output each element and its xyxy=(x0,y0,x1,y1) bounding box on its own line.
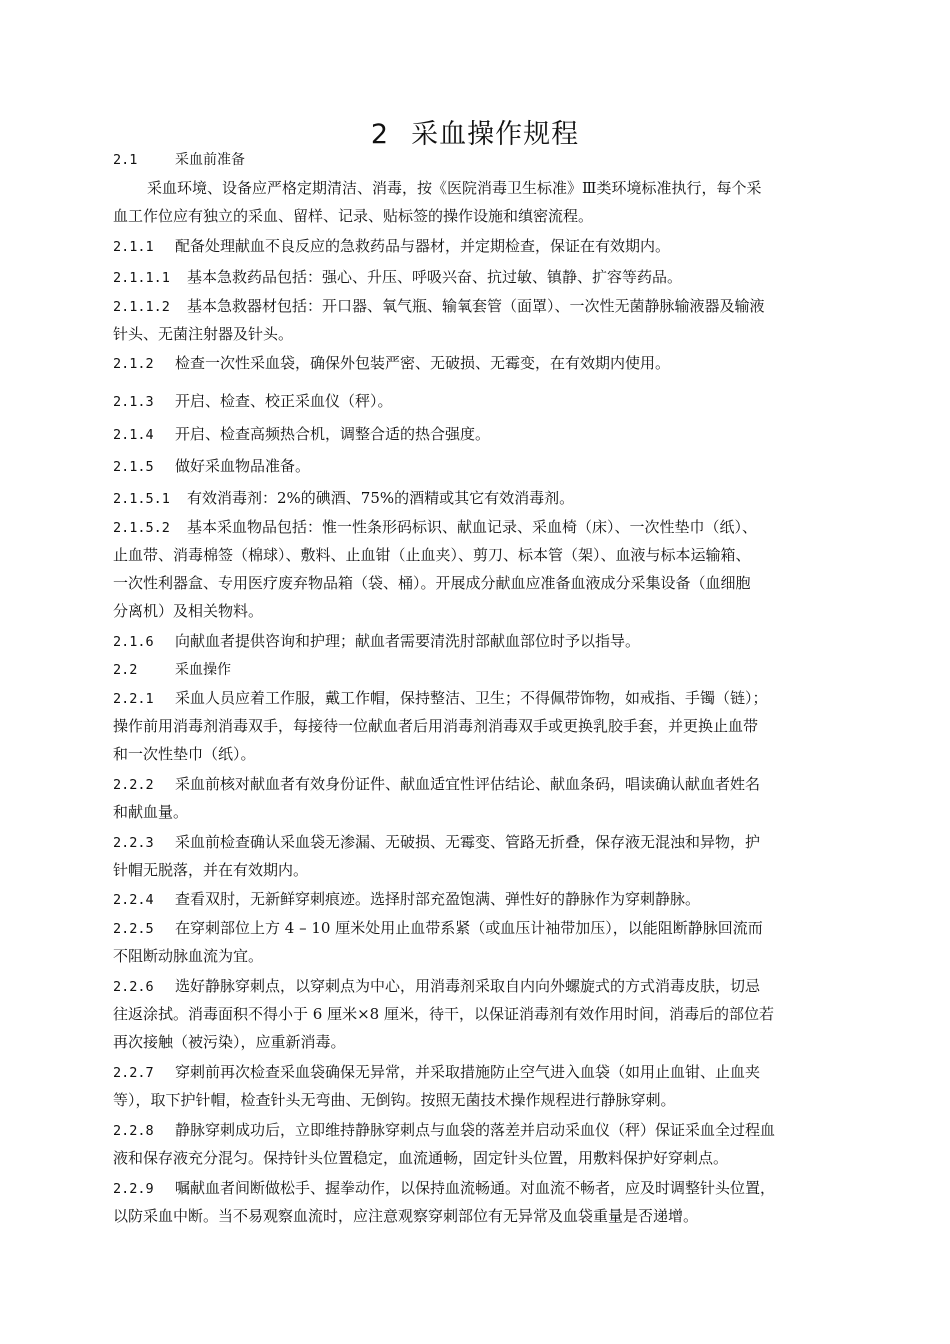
clause-2-2-1-cont: 操作前用消毒剂消毒双手，每接待一位献血者后用消毒剂消毒双手或更换乳胶手套，并更换止血带 xyxy=(113,717,759,735)
clause-2-2-8-cont: 液和保存液充分混匀。保持针头位置稳定，血流通畅，固定针头位置，用敷料保护好穿刺点。 xyxy=(113,1149,729,1167)
clause-2-1-2: 2.1.2 检查一次性采血袋，确保外包装严密、无破损、无霉变，在有效期内使用。 xyxy=(113,354,671,372)
clause-2-2-5-cont: 不阻断动脉血流为宜。 xyxy=(113,947,264,965)
clause-2-2-9-cont: 以防采血中断。当不易观察血流时，应注意观察穿刺部位有无异常及血袋重量是否递增。 xyxy=(113,1207,699,1225)
clause-2-2-1-cont: 和一次性垫巾（纸）。 xyxy=(113,745,256,763)
clause-2-2-3: 2.2.3 采血前检查确认采血袋无渗漏、无破损、无霉变、管路无折叠，保存液无混浊和异物，护 xyxy=(113,833,761,851)
clause-2-2-6-cont: 往返涂拭。消毒面积不得小于 6 厘米×8 厘米，待干，以保证消毒剂有效作用时间，消毒后的部位若 xyxy=(113,1005,774,1023)
clause-2-1-1-1: 2.1.1.1 基本急救药品包括：强心、升压、呼吸兴奋、抗过敏、镇静、扩容等药品。 xyxy=(113,268,683,286)
clause-2-2-3-cont: 针帽无脱落，并在有效期内。 xyxy=(113,861,309,879)
clause-2-2-6: 2.2.6 选好静脉穿刺点，以穿刺点为中心，用消毒剂采取自内向外螺旋式的方式消毒皮肤，切忌 xyxy=(113,977,761,995)
clause-2-2-7: 2.2.7 穿刺前再次检查采血袋确保无异常，并采取措施防止空气进入血袋（如用止血钳、止血夹 xyxy=(113,1063,761,1081)
clause-2-1-6: 2.1.6 向献血者提供咨询和护理；献血者需要清洗肘部献血部位时予以指导。 xyxy=(113,632,641,650)
clause-2-2-6-cont: 再次接触（被污染），应重新消毒。 xyxy=(113,1033,346,1051)
clause-2-2-7-cont: 等），取下护针帽，检查针头无弯曲、无倒钩。按照无菌技术操作规程进行静脉穿刺。 xyxy=(113,1091,676,1109)
clause-2-1-4: 2.1.4 开启、检查高频热合机，调整合适的热合强度。 xyxy=(113,425,491,443)
clause-2-2-8: 2.2.8 静脉穿刺成功后，立即维持静脉穿刺点与血袋的落差并启动采血仪（秤）保证采血全过程血 xyxy=(113,1121,776,1139)
section-heading-2-2: 2.2 采血操作 xyxy=(113,662,231,678)
chapter-number: 2 xyxy=(370,119,390,150)
chapter-title: 采血操作规程 xyxy=(411,119,580,150)
clause-2-1-5-2-cont: 一次性利器盒、专用医疗废弃物品箱（袋、桶）。开展成分献血应准备血液成分采集设备（血细胞 xyxy=(113,574,751,592)
clause-2-1-5-2: 2.1.5.2 基本采血物品包括：惟一性条形码标识、献血记录、采血椅（床）、一次性垫巾（纸）、 xyxy=(113,518,758,536)
clause-2-2-2: 2.2.2 采血前核对献血者有效身份证件、献血适宜性评估结论、献血条码，唱读确认献血者姓名 xyxy=(113,775,761,793)
clause-2-1-3: 2.1.3 开启、检查、校正采血仪（秤）。 xyxy=(113,392,393,410)
clause-2-1-1: 2.1.1 配备处理献血不良反应的急救药品与器材，并定期检查，保证在有效期内。 xyxy=(113,237,671,255)
clause-2-2-2-cont: 和献血量。 xyxy=(113,803,189,821)
clause-2-1-5: 2.1.5 做好采血物品准备。 xyxy=(113,457,311,475)
clause-2-2-1: 2.2.1 采血人员应着工作服，戴工作帽，保持整洁、卫生；不得佩带饰物，如戒指、手镯（链）； xyxy=(113,689,768,707)
page-title xyxy=(0,112,950,151)
clause-2-2-4: 2.2.4 查看双肘，无新鲜穿刺痕迹。选择肘部充盈饱满、弹性好的静脉作为穿刺静脉。 xyxy=(113,890,701,908)
intro-line: 采血环境、设备应严格定期清洁、消毒，按《医院消毒卫生标准》Ⅲ类环境标准执行，每个采 xyxy=(147,179,762,197)
intro-line: 血工作位应有独立的采血、留样、记录、贴标签的操作设施和缜密流程。 xyxy=(113,207,594,225)
clause-2-1-5-2-cont: 分离机）及相关物料。 xyxy=(113,602,264,620)
clause-2-1-5-2-cont: 止血带、消毒棉签（棉球）、敷料、止血钳（止血夹）、剪刀、标本管（架）、血液与标本运输箱、 xyxy=(113,546,751,564)
clause-2-1-1-2-cont: 针头、无菌注射器及针头。 xyxy=(113,325,294,343)
clause-2-1-1-2: 2.1.1.2 基本急救器材包括：开口器、氧气瓶、输氧套管（面罩）、一次性无菌静脉输液器及输液 xyxy=(113,297,765,315)
section-heading-2-1: 2.1 采血前准备 xyxy=(113,152,245,168)
clause-2-2-5: 2.2.5 在穿刺部位上方 4 – 10 厘米处用止血带系紧（或血压计袖带加压），以能阻断静脉回流而 xyxy=(113,919,763,937)
clause-2-2-9: 2.2.9 嘱献血者间断做松手、握拳动作，以保持血流畅通。对血流不畅者，应及时调整针头位置， xyxy=(113,1179,776,1197)
clause-2-1-5-1: 2.1.5.1 有效消毒剂：2%的碘酒、75%的酒精或其它有效消毒剂。 xyxy=(113,489,575,507)
